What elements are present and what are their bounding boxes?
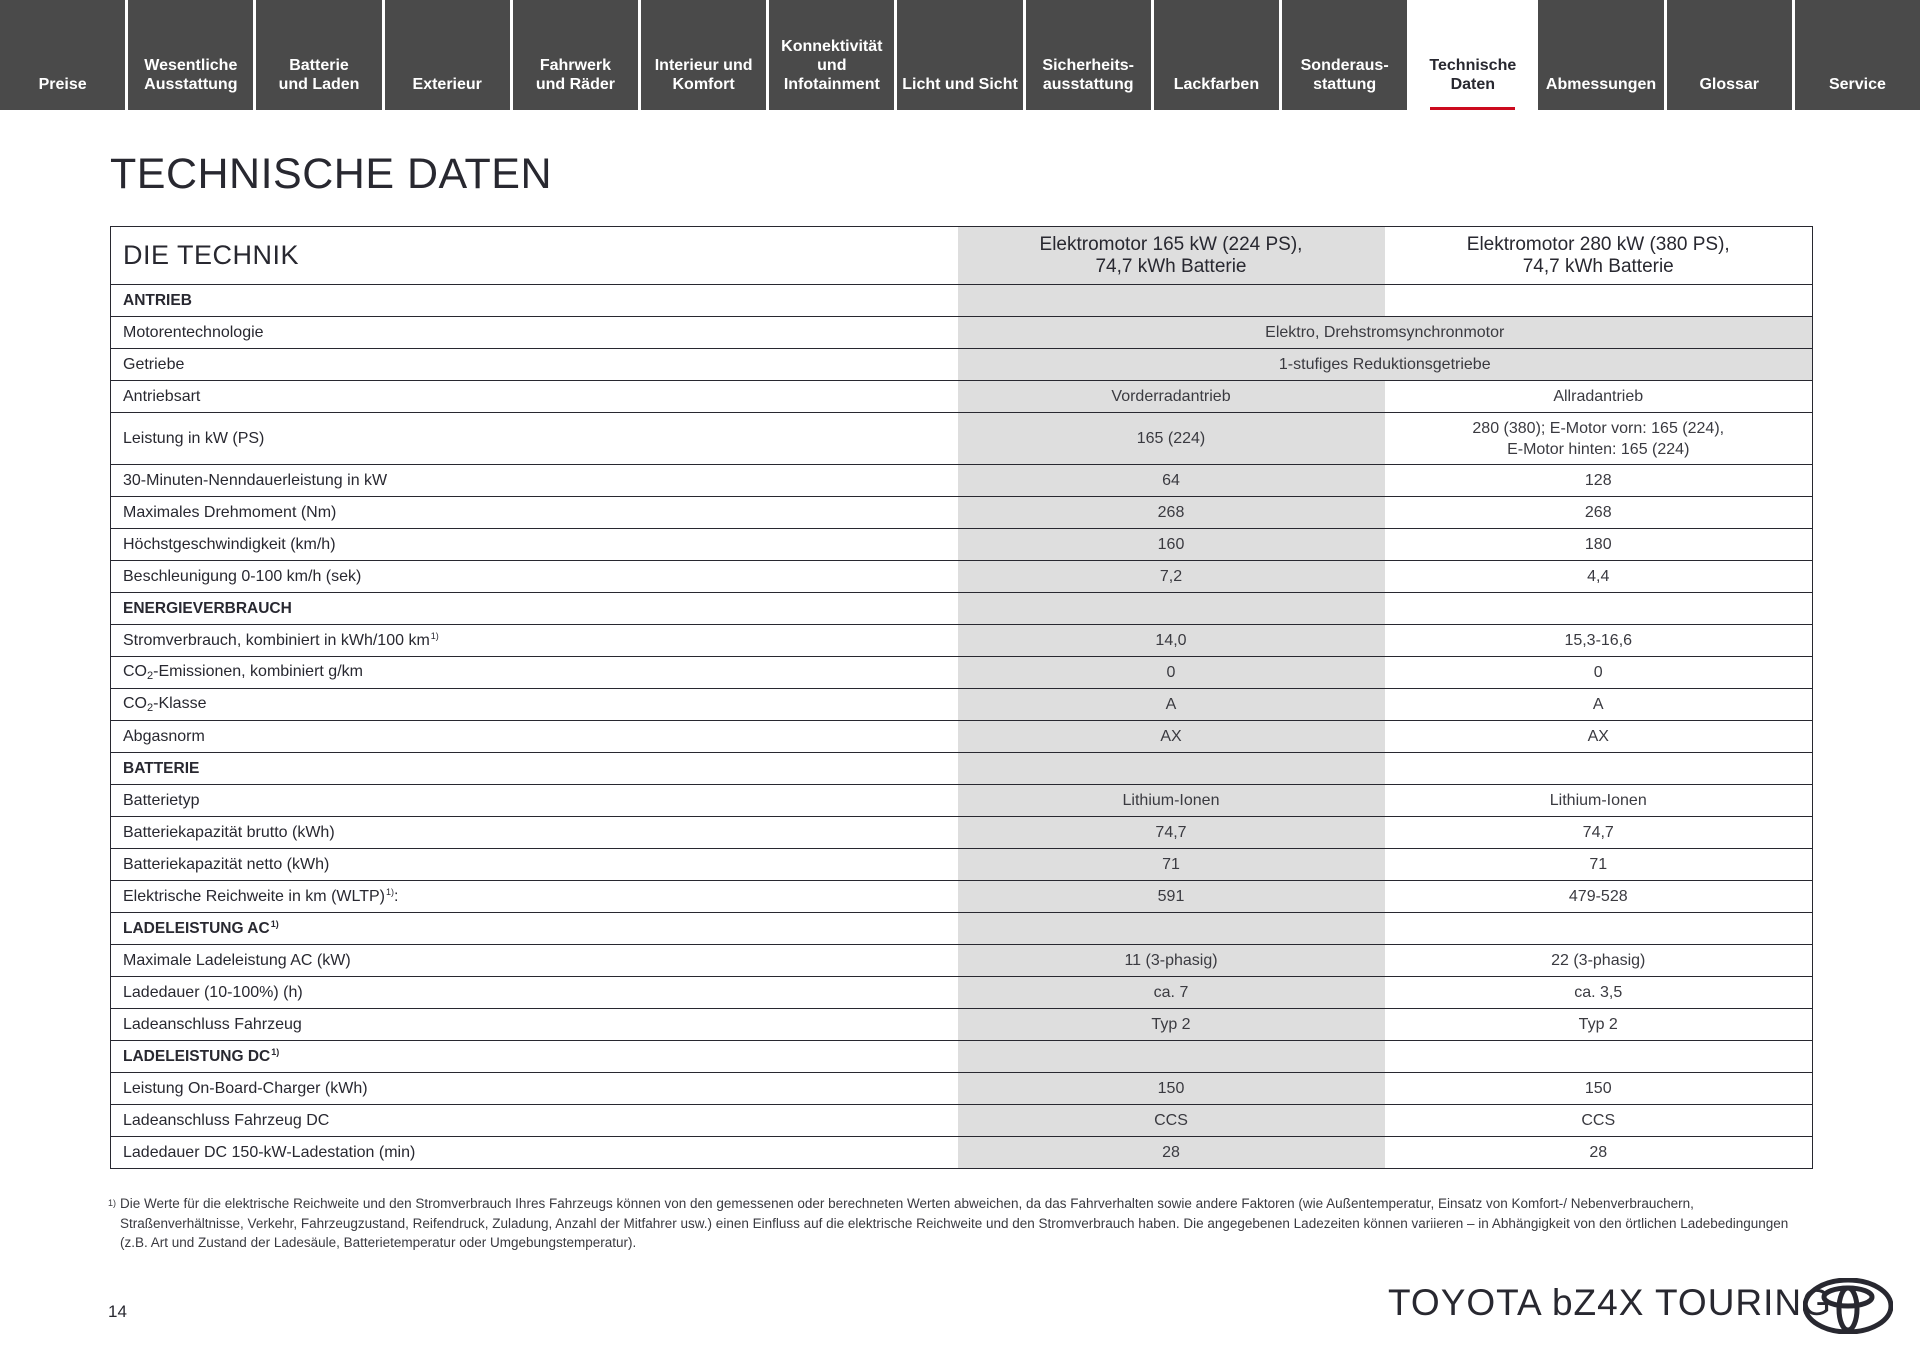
row-label: Beschleunigung 0-100 km/h (sek) bbox=[111, 561, 958, 593]
table-row bbox=[111, 349, 1813, 381]
subscript: 2 bbox=[147, 702, 154, 714]
table-row bbox=[111, 1105, 1813, 1137]
row-label bbox=[111, 689, 958, 721]
row-label: Antriebsart bbox=[111, 381, 958, 413]
section-ladeleistung-dc bbox=[111, 1041, 958, 1073]
tab-interieur-und-komfort[interactable]: Interieur und Komfort bbox=[641, 0, 766, 110]
row-value: 1-stufiges Reduktionsgetriebe bbox=[958, 349, 1813, 381]
row-value-165kw: 160 bbox=[958, 529, 1385, 561]
row-label-text: : bbox=[394, 888, 399, 905]
section-row bbox=[111, 285, 1813, 317]
row-value-280kw: 22 (3-phasig) bbox=[1385, 945, 1813, 977]
table-row bbox=[111, 945, 1813, 977]
table-row bbox=[111, 317, 1813, 349]
row-value-165kw: A bbox=[958, 689, 1385, 721]
row-value-165kw: 165 (224) bbox=[958, 413, 1385, 465]
section-cell bbox=[1385, 753, 1813, 785]
row-label-text: CO bbox=[123, 695, 147, 712]
row-value-165kw: 74,7 bbox=[958, 817, 1385, 849]
table-row bbox=[111, 381, 1813, 413]
section-cell bbox=[1385, 593, 1813, 625]
tab-sicherheitsausstattung[interactable]: Sicherheits- ausstattung bbox=[1026, 0, 1151, 110]
row-label: Motorentechnologie bbox=[111, 317, 958, 349]
row-label: Abgasnorm bbox=[111, 721, 958, 753]
table-row bbox=[111, 849, 1813, 881]
section-batterie: BATTERIE bbox=[111, 753, 958, 785]
section-cell bbox=[958, 593, 1385, 625]
row-value-280kw: 28 bbox=[1385, 1137, 1813, 1169]
row-value-280kw: 4,4 bbox=[1385, 561, 1813, 593]
row-value-280kw: 0 bbox=[1385, 657, 1813, 689]
row-value-165kw: 71 bbox=[958, 849, 1385, 881]
footnote-mark: 1) bbox=[108, 1198, 117, 1208]
row-value-165kw: 64 bbox=[958, 465, 1385, 497]
row-value-280kw: Allradantrieb bbox=[1385, 381, 1813, 413]
tab-licht-und-sicht[interactable]: Licht und Sicht bbox=[897, 0, 1022, 110]
table-row bbox=[111, 721, 1813, 753]
row-value-280kw: 479-528 bbox=[1385, 881, 1813, 913]
row-value-280kw: AX bbox=[1385, 721, 1813, 753]
section-cell bbox=[958, 1041, 1385, 1073]
row-value-165kw: AX bbox=[958, 721, 1385, 753]
row-label-text: Elektrische Reichweite in km (WLTP) bbox=[123, 888, 385, 905]
brand-model-name: TOYOTA bZ4X TOURING bbox=[1388, 1282, 1832, 1323]
row-label: Batterietyp bbox=[111, 785, 958, 817]
section-label-text: LADELEISTUNG DC bbox=[123, 1048, 271, 1065]
row-label: Maximales Drehmoment (Nm) bbox=[111, 497, 958, 529]
table-row bbox=[111, 881, 1813, 913]
section-label-text: LADELEISTUNG AC bbox=[123, 920, 270, 937]
row-value-280kw: 280 (380); E-Motor vorn: 165 (224), E-Motor hinten: 165 (224) bbox=[1385, 413, 1813, 465]
row-label: Leistung in kW (PS) bbox=[111, 413, 958, 465]
section-energieverbrauch: ENERGIEVERBRAUCH bbox=[111, 593, 958, 625]
column-header-165kw: Elektromotor 165 kW (224 PS), 74,7 kWh Batterie bbox=[958, 227, 1385, 285]
tech-data-table bbox=[110, 226, 1812, 1169]
row-value-165kw: Vorderradantrieb bbox=[958, 381, 1385, 413]
tab-batterie-und-laden[interactable]: Batterie und Laden bbox=[256, 0, 381, 110]
row-value-280kw: 150 bbox=[1385, 1073, 1813, 1105]
row-label-text: CO bbox=[123, 663, 147, 680]
row-label: Ladedauer (10-100%) (h) bbox=[111, 977, 958, 1009]
row-value-165kw: 11 (3-phasig) bbox=[958, 945, 1385, 977]
row-label: 30-Minuten-Nenndauerleistung in kW bbox=[111, 465, 958, 497]
section-row bbox=[111, 753, 1813, 785]
row-label: Maximale Ladeleistung AC (kW) bbox=[111, 945, 958, 977]
tab-konnektivitaet[interactable]: Konnektivität und Infotainment bbox=[769, 0, 894, 110]
subscript: 2 bbox=[147, 670, 154, 682]
table-row bbox=[111, 689, 1813, 721]
row-label: Ladedauer DC 150-kW-Ladestation (min) bbox=[111, 1137, 958, 1169]
section-cell bbox=[958, 753, 1385, 785]
table-row bbox=[111, 529, 1813, 561]
row-value-280kw: 15,3-16,6 bbox=[1385, 625, 1813, 657]
table-row bbox=[111, 497, 1813, 529]
row-value-165kw: ca. 7 bbox=[958, 977, 1385, 1009]
tab-preise[interactable]: Preise bbox=[0, 0, 125, 110]
row-value-280kw: 128 bbox=[1385, 465, 1813, 497]
footnote bbox=[108, 1194, 1808, 1253]
tab-abmessungen[interactable]: Abmessungen bbox=[1538, 0, 1663, 110]
row-label: Getriebe bbox=[111, 349, 958, 381]
tab-fahrwerk-und-raeder[interactable]: Fahrwerk und Räder bbox=[513, 0, 638, 110]
row-value-280kw: 268 bbox=[1385, 497, 1813, 529]
section-row bbox=[111, 913, 1813, 945]
row-label-text: Stromverbrauch, kombiniert in kWh/100 km bbox=[123, 632, 430, 649]
row-value-280kw: ca. 3,5 bbox=[1385, 977, 1813, 1009]
table-header-row bbox=[111, 227, 1813, 285]
table-row bbox=[111, 625, 1813, 657]
table-row bbox=[111, 657, 1813, 689]
section-cell bbox=[958, 913, 1385, 945]
table-row bbox=[111, 1137, 1813, 1169]
footnote-ref: 1) bbox=[270, 919, 279, 929]
footnote-ref: 1) bbox=[271, 1047, 280, 1057]
row-value-165kw: 28 bbox=[958, 1137, 1385, 1169]
row-value-165kw: 7,2 bbox=[958, 561, 1385, 593]
row-value-280kw: A bbox=[1385, 689, 1813, 721]
table-row bbox=[111, 465, 1813, 497]
row-label-text: -Emissionen, kombiniert g/km bbox=[153, 663, 363, 680]
row-value-165kw: 14,0 bbox=[958, 625, 1385, 657]
row-value-165kw: Typ 2 bbox=[958, 1009, 1385, 1041]
row-value-165kw: CCS bbox=[958, 1105, 1385, 1137]
table-row bbox=[111, 1073, 1813, 1105]
tab-wesentliche-ausstattung[interactable]: Wesentliche Ausstattung bbox=[128, 0, 253, 110]
row-value-280kw: 180 bbox=[1385, 529, 1813, 561]
row-value-280kw: CCS bbox=[1385, 1105, 1813, 1137]
row-label: Batteriekapazität netto (kWh) bbox=[111, 849, 958, 881]
page-number: 14 bbox=[108, 1302, 127, 1321]
tab-glossar[interactable]: Glossar bbox=[1667, 0, 1792, 110]
section-cell bbox=[1385, 1041, 1813, 1073]
row-value-280kw: 74,7 bbox=[1385, 817, 1813, 849]
section-cell bbox=[1385, 285, 1813, 317]
tab-exterieur[interactable]: Exterieur bbox=[385, 0, 510, 110]
footnote-ref: 1) bbox=[385, 887, 394, 897]
section-ladeleistung-ac bbox=[111, 913, 958, 945]
table-row bbox=[111, 1009, 1813, 1041]
row-value-280kw: 71 bbox=[1385, 849, 1813, 881]
footnote-ref: 1) bbox=[430, 631, 439, 641]
row-value-165kw: 150 bbox=[958, 1073, 1385, 1105]
row-label: Höchstgeschwindigkeit (km/h) bbox=[111, 529, 958, 561]
tab-service[interactable]: Service bbox=[1795, 0, 1920, 110]
row-label bbox=[111, 657, 958, 689]
top-navigation bbox=[0, 0, 1920, 110]
row-value-280kw: Lithium-Ionen bbox=[1385, 785, 1813, 817]
row-label-text: -Klasse bbox=[153, 695, 207, 712]
row-label: Ladeanschluss Fahrzeug DC bbox=[111, 1105, 958, 1137]
row-value-165kw: 268 bbox=[958, 497, 1385, 529]
table-title: DIE TECHNIK bbox=[111, 227, 958, 285]
table-row bbox=[111, 785, 1813, 817]
tab-lackfarben[interactable]: Lackfarben bbox=[1154, 0, 1279, 110]
footnote-text: Die Werte für die elektrische Reichweite und den Stromverbrauch Ihres Fahrzeugs können von den gemessenen oder berechneten Werten abweichen, da das Fahrverhalten sowie andere Faktoren (wie Außentemperatur, Einsatz von Komfort-/ Nebenverbrauchern, Straßenverhältnisse, Verkehr, Fahrzeugzustand, Reifendruck, Zuladung, Anzahl der Mitfahrer usw.) einen Einfluss auf die elektrische Reichweite und den Stromverbrauch haben. Die angegebenen Ladezeiten können variieren – in Abhängigkeit von den örtlichen Ladebedingungen (z.B. Art und Zustand der Ladesäule, Batterietemperatur oder Umgebungstemperatur). bbox=[120, 1196, 1789, 1250]
tab-sonderausstattung[interactable]: Sonderaus- stattung bbox=[1282, 0, 1407, 110]
row-value-165kw: Lithium-Ionen bbox=[958, 785, 1385, 817]
section-antrieb: ANTRIEB bbox=[111, 285, 958, 317]
row-value-280kw: Typ 2 bbox=[1385, 1009, 1813, 1041]
row-value-165kw: 0 bbox=[958, 657, 1385, 689]
row-value: Elektro, Drehstromsynchronmotor bbox=[958, 317, 1813, 349]
row-label: Batteriekapazität brutto (kWh) bbox=[111, 817, 958, 849]
table-row bbox=[111, 561, 1813, 593]
row-label bbox=[111, 625, 958, 657]
section-cell bbox=[958, 285, 1385, 317]
row-label: Ladeanschluss Fahrzeug bbox=[111, 1009, 958, 1041]
section-cell bbox=[1385, 913, 1813, 945]
row-label bbox=[111, 881, 958, 913]
table-row bbox=[111, 413, 1813, 465]
tab-technische-daten[interactable]: Technische Daten bbox=[1410, 0, 1535, 110]
section-row bbox=[111, 593, 1813, 625]
table-row bbox=[111, 817, 1813, 849]
section-row bbox=[111, 1041, 1813, 1073]
row-label: Leistung On-Board-Charger (kWh) bbox=[111, 1073, 958, 1105]
page-title: TECHNISCHE DATEN bbox=[110, 150, 553, 198]
row-value-165kw: 591 bbox=[958, 881, 1385, 913]
column-header-280kw: Elektromotor 280 kW (380 PS), 74,7 kWh Batterie bbox=[1385, 227, 1813, 285]
toyota-logo-icon bbox=[1803, 1278, 1893, 1334]
table-row bbox=[111, 977, 1813, 1009]
